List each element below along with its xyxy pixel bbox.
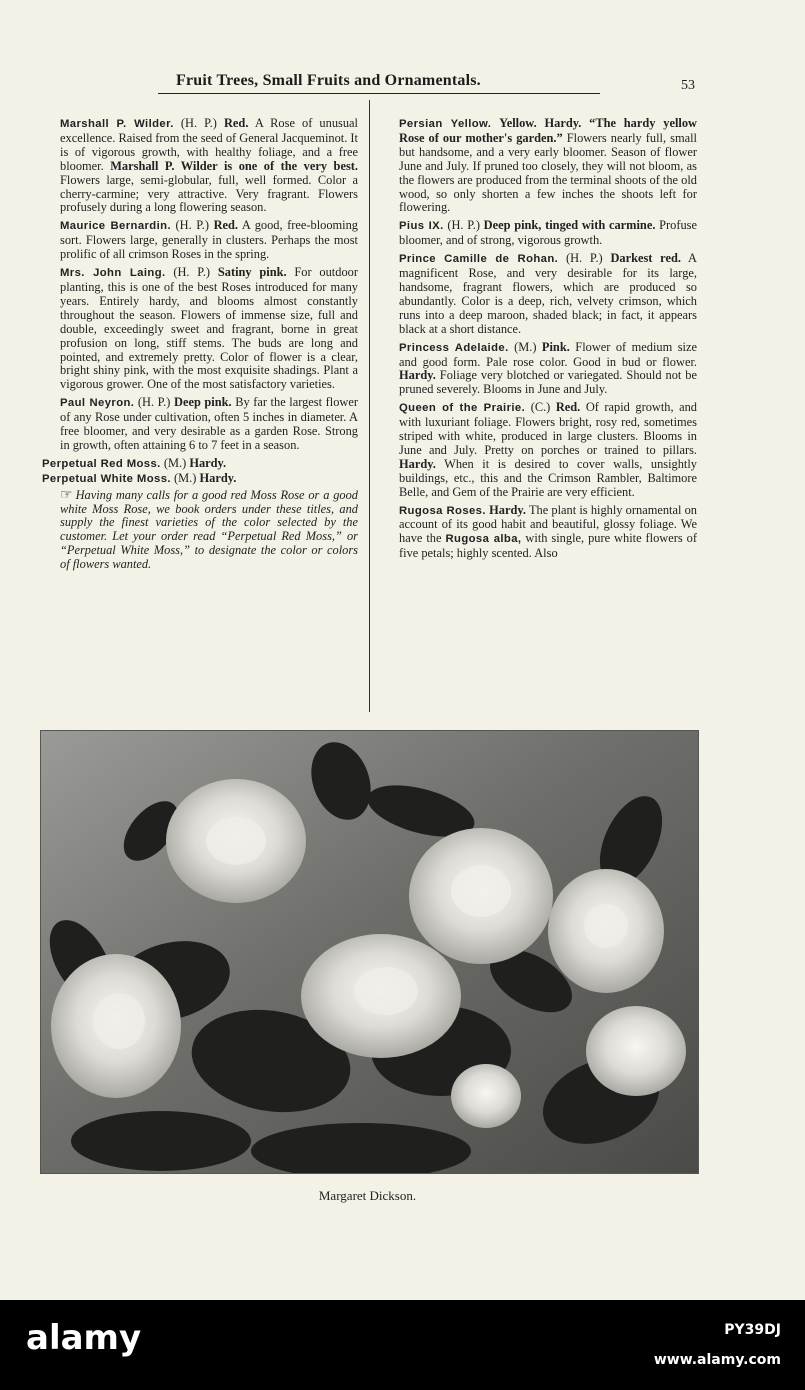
image-id: PY39DJ [724, 1322, 781, 1338]
entry-paul-neyron [42, 396, 358, 453]
entry-perpetual-red-moss [42, 457, 358, 472]
entry-text: For outdoor planting, this is one of the best Roses introduced for many years. Entirely hardy, and blooms almost constantly throughout the season. Flowers of immense size, full and double, exceedingly sweet and fragrant, borne in great profusion on long, stiff stems. The buds are long and pointed, and extremely pretty. Color of flower is a clear, bright shiny pink, with the most exquisite shadings. Plant a vigorous grower. One of the most satisfactory varieties. [60, 265, 358, 392]
entry-class: (M.) [163, 455, 187, 470]
entry-class: (H. P.) [173, 265, 211, 280]
entry-text: Flowers nearly full, small but handsome, and a very early bloomer. Season of flower June and July. If pruned too closely, they will not bloom, as the flowers are produced from the terminal shoots of the old wood, so only shorten a few inches the shoots left for flowering. [399, 130, 697, 215]
column-divider [369, 100, 370, 712]
entry-perpetual-white-moss [42, 472, 358, 487]
entry-text: with single, pure white flowers of five petals; highly scented. Also [399, 531, 697, 561]
entry-color: Red. [555, 400, 581, 415]
entry-color: Satiny pink. [217, 265, 287, 280]
entry-class: (H. P.) [175, 218, 210, 233]
entry-mrs-john-laing [42, 266, 358, 392]
page-header [0, 68, 805, 98]
left-column [42, 117, 358, 576]
entry-pius-ix [381, 219, 697, 248]
entry-text: A Rose of unusual excellence. Raised from the seed of General Jacqueminot. It is of vigorous growth, with healthy foliage, and a free bloomer. [60, 116, 358, 173]
entry-color: Hardy. [189, 455, 227, 470]
entry-color: Darkest red. [610, 251, 681, 266]
entry-quote: “The hardy yellow Rose of our mother's garden.” [399, 116, 697, 145]
entry-maurice-bernardin [42, 219, 358, 262]
entry-queen-of-the-prairie [381, 401, 697, 499]
entry-marshall-p-wilder [42, 117, 358, 215]
entry-hardy: Hardy. [489, 502, 526, 517]
entry-princess-adelaide [381, 341, 697, 398]
entry-name: Pius IX. [399, 220, 444, 233]
entry-text: When it is desired to cover walls, unsightly buildings, etc., this and the Crimson Rambler, Baltimore Belle, and Gem of the Prairie are very efficient. [399, 456, 698, 499]
entry-text: A good, free-blooming sort. Flowers large, generally in clusters. Perhaps the most prolific of all crimson Roses in the spring. [60, 218, 359, 262]
entry-name: Paul Neyron. [60, 397, 135, 410]
entry-hardy: Hardy. [399, 368, 436, 383]
entry-class: (H. P.) [180, 116, 217, 130]
entry-persian-yellow [381, 117, 697, 215]
entry-text: Flowers large, semi-globular, full, well formed. Color a cherry-carmine; very attractive. Very fragrant. Flowers profusely during a long flowering season. [60, 172, 358, 215]
entry-class: (H. P.) [137, 395, 171, 410]
entry-color: Red. [223, 116, 249, 130]
entry-class: (H. P.) [565, 251, 603, 266]
alamy-logo: alamy [26, 1318, 142, 1358]
entry-highlight: Rugosa alba, [445, 533, 522, 546]
header-rule [158, 93, 600, 94]
entry-color: Deep pink. [174, 395, 232, 410]
photo-caption: Margaret Dickson. [318, 1188, 417, 1203]
right-column [381, 117, 697, 565]
entry-class: (M.) [514, 339, 537, 354]
rose-illustration [41, 731, 698, 1173]
running-title: Fruit Trees, Small Fruits and Ornamentals. [176, 72, 481, 89]
entry-hardy: Hardy. [399, 456, 436, 471]
page-number: 53 [681, 78, 695, 93]
moss-rose-note [42, 489, 358, 572]
entry-class: (M.) [174, 470, 197, 485]
entry-color: Yellow. [499, 116, 537, 130]
entry-text: By far the largest flower of any Rose under cultivation, often 5 inches in diameter. A free bloomer, and very desirable as a garden Rose. Strong in growth, often attaining 6 to 7 feet in a season. [60, 395, 358, 452]
entry-color: Pink. [541, 339, 570, 354]
entry-prince-camille-de-rohan [381, 252, 697, 336]
entry-text: Profuse bloomer, and of strong, vigorous growth. [399, 218, 697, 248]
entry-name: Perpetual White Moss. [42, 472, 171, 485]
entry-highlight: Marshall P. Wilder is one of the very best. [110, 158, 358, 173]
entry-name: Perpetual Red Moss. [42, 457, 161, 470]
entry-name: Queen of the Prairie. [399, 402, 526, 415]
entry-name: Persian Yellow. [399, 118, 492, 130]
stock-url: www.alamy.com [653, 1352, 781, 1368]
entry-class: (C.) [530, 400, 551, 415]
entry-hardy: Hardy. [544, 116, 582, 130]
entry-name: Princess Adelaide. [399, 341, 509, 354]
entry-text: Of rapid growth, and with luxuriant foliage. Flowers bright, rosy red, sometimes striped with white, produced in large clusters. Blooms in June and July. Pretty on porches or trained to pillars. [399, 400, 697, 457]
entry-text: Flower of medium size and good form. Pale rose color. Good in bud or flower. [399, 339, 697, 369]
rose-photograph-icon [40, 730, 699, 1174]
entry-name: Marshall P. Wilder. [60, 118, 174, 130]
entry-name: Prince Camille de Rohan. [399, 253, 559, 266]
entry-text: A magnificent Rose, and very desirable for its large, handsome, fragrant flowers, which are produced so abundantly. Color is a deep, rich, velvety crimson, which runs into a deep maroon, shaded black; in fact, it appears black at a short distance. [399, 251, 697, 336]
entry-class: (H. P.) [447, 218, 480, 233]
note-text: Having many calls for a good red Moss Rose or a good white Moss Rose, we book orders under these titles, and supply the finest varieties of the color selected by the customer. Let your order read “Perpetual Red Moss,” or “Perpetual White Moss,” to designate the color or colors of flowers wanted. [60, 487, 358, 572]
entry-color: Deep pink, tinged with carmine. [483, 218, 656, 233]
entry-color: Red. [213, 218, 239, 233]
pointing-hand-icon: ☞ [60, 487, 73, 503]
entry-rugosa-roses [381, 504, 697, 562]
entry-name: Mrs. John Laing. [60, 267, 166, 280]
entry-color: Hardy. [199, 470, 237, 485]
entry-text: The plant is highly ornamental on account of its good habit and beautiful, glossy foliage. We have the [399, 502, 697, 546]
entry-text: Foliage very blotched or variegated. Should not be pruned severely. Blooms in June and July. [399, 368, 697, 397]
entry-name: Maurice Bernardin. [60, 220, 171, 233]
entry-name: Rugosa Roses. [399, 504, 486, 517]
